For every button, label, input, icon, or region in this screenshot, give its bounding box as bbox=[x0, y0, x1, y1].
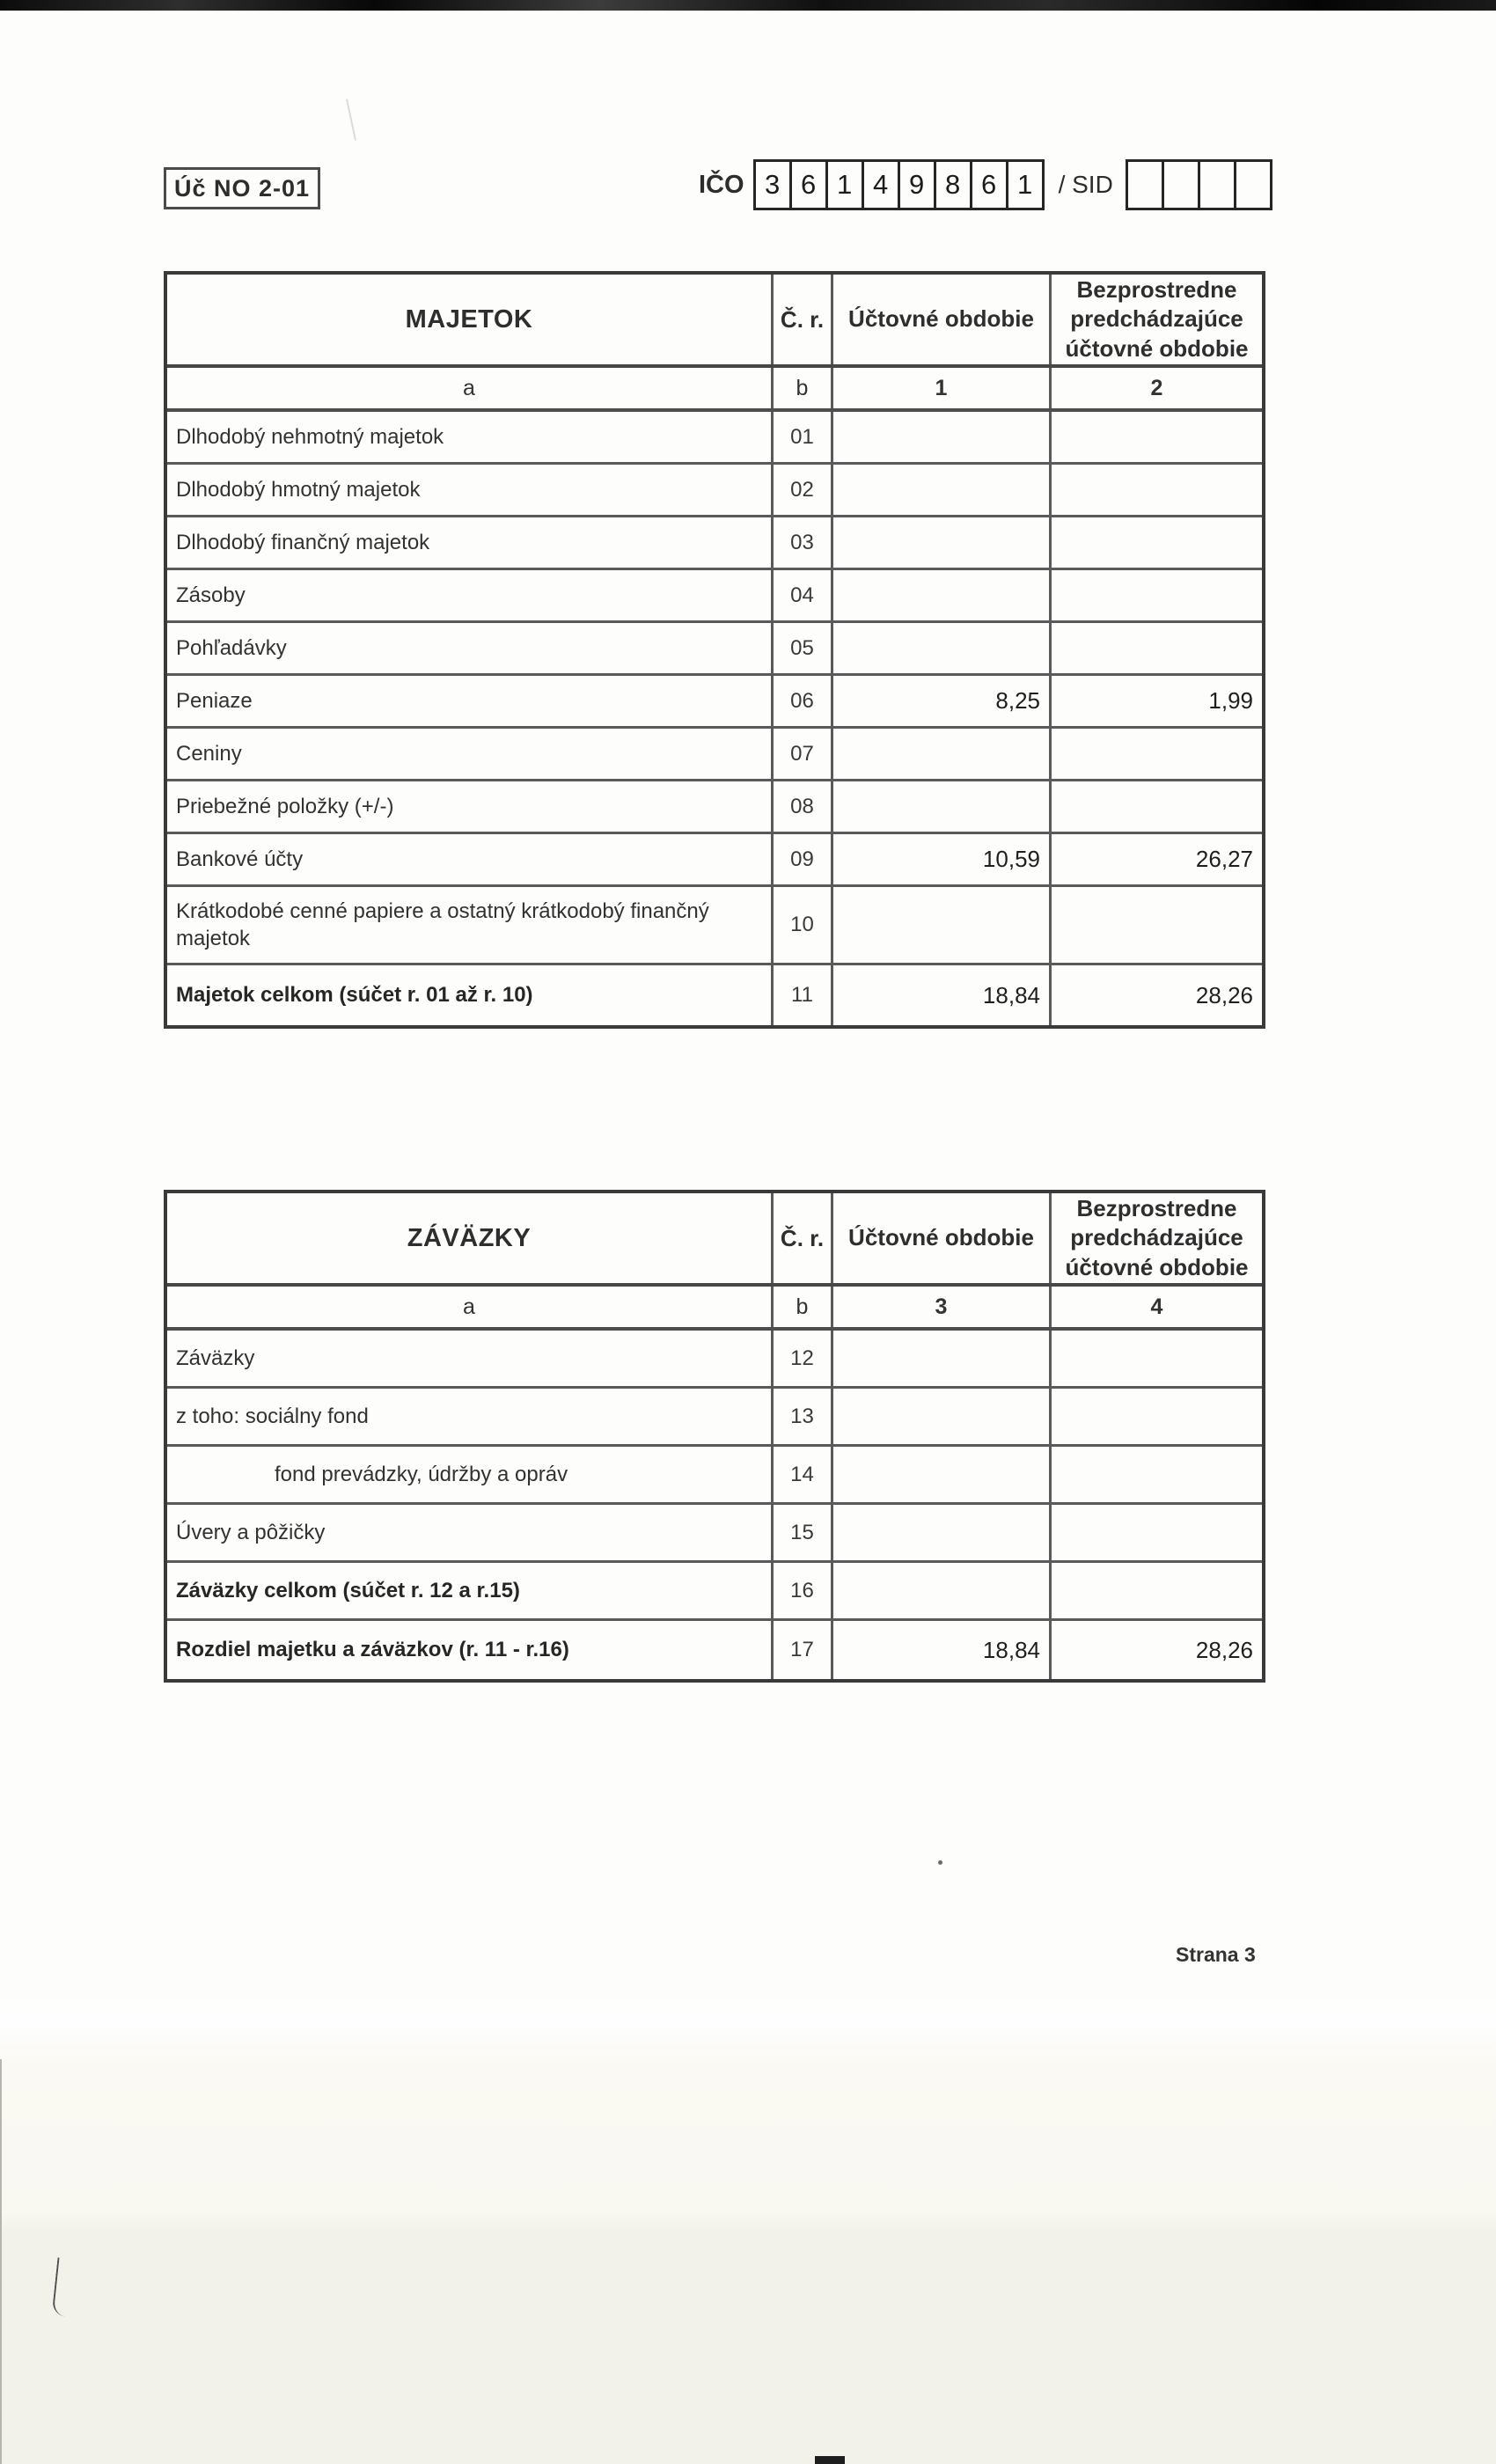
row-label: Pohľadávky bbox=[167, 623, 774, 673]
current-period-value: 18,84 bbox=[833, 1621, 1052, 1679]
previous-period-value bbox=[1052, 465, 1262, 515]
current-period-value bbox=[833, 729, 1052, 779]
current-period-value bbox=[833, 1331, 1052, 1386]
row-number: 16 bbox=[774, 1563, 833, 1618]
subheader-col-1: 1 bbox=[833, 368, 1052, 408]
row-number: 13 bbox=[774, 1389, 833, 1444]
current-period-value bbox=[833, 1389, 1052, 1444]
row-label: fond prevádzky, údržby a opráv bbox=[167, 1447, 774, 1502]
row-number: 15 bbox=[774, 1505, 833, 1560]
assets-header-row bbox=[167, 275, 1262, 368]
assets-table bbox=[164, 271, 1265, 1029]
subheader-b: b bbox=[774, 368, 833, 408]
subheader-a: a bbox=[167, 368, 774, 408]
liabilities-title: ZÁVÄZKY bbox=[167, 1193, 774, 1283]
row-number: 17 bbox=[774, 1621, 833, 1679]
row-number: 04 bbox=[774, 570, 833, 620]
sid-boxes bbox=[1126, 159, 1272, 210]
ico-digit-cell: 1 bbox=[1006, 159, 1045, 210]
table-row bbox=[167, 1389, 1262, 1447]
row-number-column-header: Č. r. bbox=[774, 275, 833, 364]
table-row bbox=[167, 623, 1262, 676]
table-row bbox=[167, 834, 1262, 887]
previous-period-value bbox=[1052, 623, 1262, 673]
row-label: Majetok celkom (súčet r. 01 až r. 10) bbox=[167, 965, 774, 1025]
form-code-box bbox=[164, 167, 320, 209]
row-number: 10 bbox=[774, 887, 833, 963]
previous-period-value: 26,27 bbox=[1195, 846, 1253, 872]
row-number: 08 bbox=[774, 781, 833, 832]
table-row bbox=[167, 570, 1262, 623]
table-row bbox=[167, 517, 1262, 570]
row-label: Priebežné položky (+/-) bbox=[167, 781, 774, 832]
scan-bottom-edge-artifact bbox=[815, 2456, 845, 2464]
previous-period-column-header: Bezprostredne predchádzajúce účtovné obdobie bbox=[1065, 1195, 1249, 1280]
row-number-column-header: Č. r. bbox=[774, 1193, 833, 1283]
current-period-value bbox=[833, 781, 1052, 832]
current-period-value bbox=[833, 570, 1052, 620]
subheader-col-3: 3 bbox=[833, 1287, 1052, 1327]
liabilities-header-row bbox=[167, 1193, 1262, 1287]
previous-period-value: 28,26 bbox=[1195, 981, 1253, 1008]
row-label: Rozdiel majetku a záväzkov (r. 11 - r.16) bbox=[167, 1621, 774, 1679]
sid-cell bbox=[1234, 159, 1272, 210]
ico-sid-row bbox=[699, 158, 1272, 211]
subheader-a: a bbox=[167, 1287, 774, 1327]
current-period-value bbox=[833, 1563, 1052, 1618]
scan-scratch-artifact bbox=[346, 99, 356, 140]
row-label: Bankové účty bbox=[167, 834, 774, 884]
row-label: Dlhodobý hmotný majetok bbox=[167, 465, 774, 515]
row-label: z toho: sociálny fond bbox=[167, 1389, 774, 1444]
subheader-col-2: 2 bbox=[1150, 375, 1163, 400]
previous-period-value bbox=[1052, 1447, 1262, 1502]
row-label: Krátkodobé cenné papiere a ostatný krátkodobý finančný majetok bbox=[167, 887, 774, 963]
current-period-value bbox=[833, 412, 1052, 462]
sid-cell bbox=[1126, 159, 1164, 210]
table-row bbox=[167, 1505, 1262, 1563]
previous-period-value bbox=[1052, 1389, 1262, 1444]
row-number: 12 bbox=[774, 1331, 833, 1386]
scan-top-edge bbox=[0, 0, 1496, 11]
previous-period-value bbox=[1052, 781, 1262, 832]
row-label: Záväzky bbox=[167, 1331, 774, 1386]
row-number: 06 bbox=[774, 676, 833, 726]
previous-period-value bbox=[1052, 570, 1262, 620]
liabilities-total-row bbox=[167, 1563, 1262, 1621]
row-number: 11 bbox=[774, 965, 833, 1025]
liabilities-subheader-row bbox=[167, 1287, 1262, 1331]
current-period-value bbox=[833, 1505, 1052, 1560]
assets-title: MAJETOK bbox=[167, 275, 774, 364]
page-number: Strana 3 bbox=[1176, 1943, 1256, 1966]
current-period-value bbox=[833, 517, 1052, 568]
difference-row bbox=[167, 1621, 1262, 1679]
current-period-column-header: Účtovné obdobie bbox=[833, 1193, 1052, 1283]
table-row bbox=[167, 412, 1262, 465]
current-period-value bbox=[833, 1447, 1052, 1502]
table-row bbox=[167, 781, 1262, 834]
row-label: Dlhodobý nehmotný majetok bbox=[167, 412, 774, 462]
previous-period-value bbox=[1052, 1563, 1262, 1618]
current-period-value: 10,59 bbox=[833, 834, 1052, 884]
table-row bbox=[167, 465, 1262, 517]
current-period-value bbox=[833, 887, 1052, 963]
table-row bbox=[167, 1331, 1262, 1389]
row-number: 03 bbox=[774, 517, 833, 568]
subheader-b: b bbox=[774, 1287, 833, 1327]
previous-period-value bbox=[1052, 1331, 1262, 1386]
table-row bbox=[167, 729, 1262, 781]
subheader-col-4: 4 bbox=[1150, 1294, 1163, 1319]
ico-label: IČO bbox=[699, 170, 744, 199]
ico-digit-cell: 6 bbox=[789, 159, 828, 210]
ico-digit-cell: 9 bbox=[898, 159, 936, 210]
form-code-label: Úč NO 2-01 bbox=[173, 174, 311, 202]
row-label: Úvery a pôžičky bbox=[167, 1505, 774, 1560]
previous-period-value bbox=[1052, 1505, 1262, 1560]
sid-cell bbox=[1162, 159, 1200, 210]
scan-hair-artifact bbox=[52, 2257, 72, 2316]
row-label: Ceniny bbox=[167, 729, 774, 779]
row-number: 09 bbox=[774, 834, 833, 884]
ico-digit-cell: 4 bbox=[862, 159, 900, 210]
row-number: 07 bbox=[774, 729, 833, 779]
current-period-column-header: Účtovné obdobie bbox=[833, 275, 1052, 364]
previous-period-value: 1,99 bbox=[1208, 687, 1253, 714]
sid-cell bbox=[1198, 159, 1236, 210]
table-row bbox=[167, 887, 1262, 965]
assets-subheader-row bbox=[167, 368, 1262, 412]
row-label: Peniaze bbox=[167, 676, 774, 726]
table-row bbox=[167, 1447, 1262, 1505]
scan-left-edge-artifact bbox=[0, 2059, 2, 2464]
ico-digit-cell: 8 bbox=[934, 159, 972, 210]
row-label: Zásoby bbox=[167, 570, 774, 620]
previous-period-value bbox=[1052, 517, 1262, 568]
current-period-value bbox=[833, 623, 1052, 673]
row-number: 05 bbox=[774, 623, 833, 673]
row-number: 02 bbox=[774, 465, 833, 515]
row-label: Dlhodobý finančný majetok bbox=[167, 517, 774, 568]
ico-digit-cell: 1 bbox=[825, 159, 864, 210]
scan-dot-artifact bbox=[938, 1860, 942, 1865]
row-label: Záväzky celkom (súčet r. 12 a r.15) bbox=[167, 1563, 774, 1618]
table-row bbox=[167, 676, 1262, 729]
ico-digit-cell: 6 bbox=[970, 159, 1008, 210]
liabilities-table bbox=[164, 1190, 1265, 1683]
ico-digit-boxes bbox=[753, 159, 1045, 210]
current-period-value bbox=[833, 465, 1052, 515]
sid-label: / SID bbox=[1058, 171, 1113, 198]
previous-period-value bbox=[1052, 887, 1262, 963]
previous-period-column-header: Bezprostredne predchádzajúce účtovné obdobie bbox=[1065, 276, 1249, 362]
previous-period-value bbox=[1052, 412, 1262, 462]
row-number: 14 bbox=[774, 1447, 833, 1502]
ico-digit-cell: 3 bbox=[753, 159, 792, 210]
current-period-value: 18,84 bbox=[833, 965, 1052, 1025]
previous-period-value bbox=[1052, 729, 1262, 779]
row-number: 01 bbox=[774, 412, 833, 462]
current-period-value: 8,25 bbox=[833, 676, 1052, 726]
previous-period-value: 28,26 bbox=[1195, 1636, 1253, 1663]
assets-total-row bbox=[167, 965, 1262, 1025]
